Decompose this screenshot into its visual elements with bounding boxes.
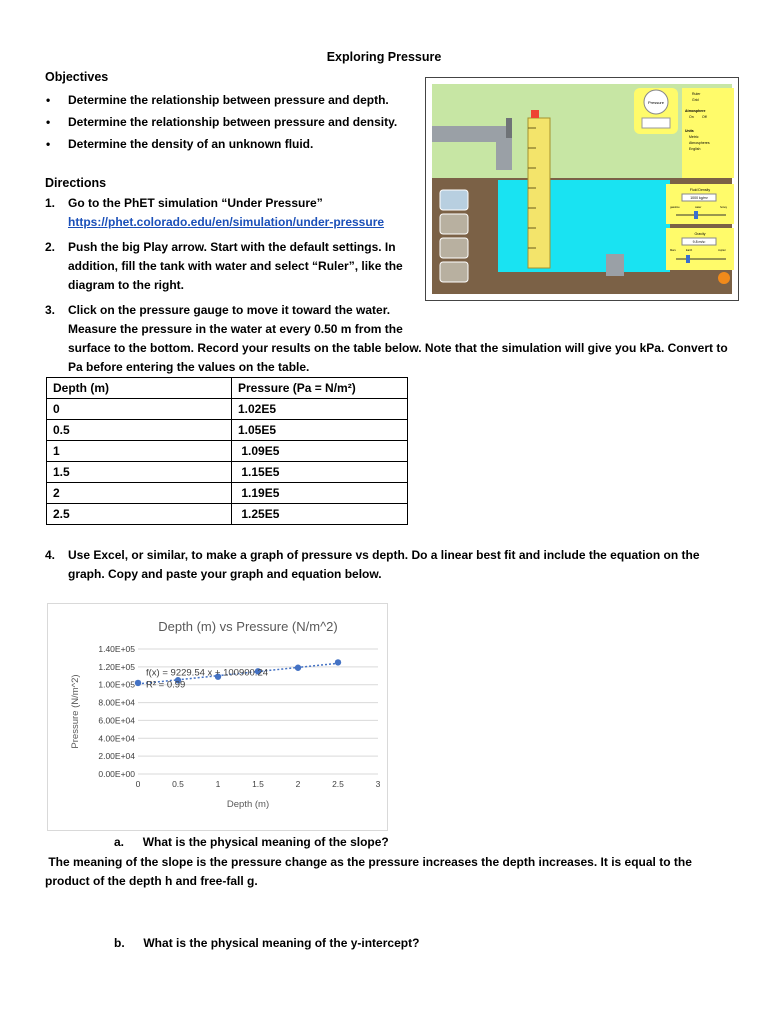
y-tick-label: 1.20E+05	[98, 661, 135, 672]
depth-cell: 1.5	[47, 462, 232, 483]
gravity-slider-thumb	[686, 255, 690, 263]
atm-off-label: Off	[702, 115, 707, 119]
step-2-line: addition, fill the tank with water and select “Ruler”, like the	[68, 259, 403, 273]
step-number: 1.	[45, 196, 56, 210]
objective-item	[46, 93, 389, 107]
step-number: 3.	[45, 303, 56, 317]
density-slider-thumb	[694, 211, 698, 219]
density-tick: honey	[720, 206, 728, 209]
depth-cell: 2.5	[47, 504, 232, 525]
step-3-line: surface to the bottom. Record your results on the table below. Note that the simulation will give you kPa. Convert to	[68, 341, 728, 355]
x-tick-label: 2	[295, 779, 301, 789]
step-number: 2.	[45, 240, 56, 254]
step-number: 4.	[45, 548, 56, 562]
x-axis-label: Depth (m)	[226, 799, 270, 810]
question-label: a.	[114, 835, 125, 849]
step-2-line: diagram to the right.	[68, 278, 185, 292]
question-text: What is the physical meaning of the y-intercept?	[143, 936, 420, 950]
table-row	[47, 399, 408, 420]
answer-a	[45, 853, 692, 891]
gravity-tick: Earth	[686, 249, 693, 252]
bullet-icon: •	[46, 115, 51, 129]
depth-cell: 0.5	[47, 420, 232, 441]
question-b	[114, 936, 419, 950]
answer-line: The meaning of the slope is the pressure change as the pressure increases the depth increases. It is equal to the	[45, 855, 692, 869]
table-row	[47, 504, 408, 525]
simulation-illustration	[426, 78, 738, 300]
step-2	[45, 238, 403, 295]
step-2-line: Push the big Play arrow. Start with the default settings. In	[68, 240, 396, 254]
question-label: b.	[114, 936, 125, 950]
data-point	[135, 680, 141, 686]
question-text: What is the physical meaning of the slope?	[142, 835, 389, 849]
close-icon	[531, 110, 539, 118]
step-3-line: Click on the pressure gauge to move it toward the water.	[68, 303, 391, 317]
depth-cell: 0	[47, 399, 232, 420]
pressure-cell: 1.05E5	[232, 420, 408, 441]
pressure-cell: 1.19E5	[232, 483, 408, 504]
y-tick-label: 1.40E+05	[98, 644, 135, 654]
y-tick-label: 2.00E+04	[98, 751, 135, 762]
objectives-heading: Objectives	[45, 70, 109, 84]
bullet-icon: •	[46, 93, 51, 107]
atmosphere-label: Atmosphere	[685, 109, 706, 113]
pressure-cell: 1.09E5	[232, 441, 408, 462]
directions-heading: Directions	[45, 176, 107, 190]
table-row	[47, 462, 408, 483]
question-a	[114, 835, 389, 849]
y-tick-label: 1.00E+05	[98, 679, 135, 690]
r-squared-label: R² = 0.99	[146, 679, 186, 691]
step-4	[45, 546, 700, 584]
fluid-density-value: 1000 kg/m³	[690, 196, 708, 200]
page-title: Exploring Pressure	[326, 50, 442, 64]
x-tick-label: 3	[375, 779, 381, 789]
objective-item	[46, 137, 314, 151]
y-axis-label: Pressure (N/m^2)	[70, 674, 81, 749]
results-table	[46, 377, 408, 525]
scene-1-icon	[440, 190, 468, 210]
objective-text: Determine the relationship between pressure and depth.	[68, 93, 389, 107]
x-tick-label: 1.5	[252, 779, 264, 789]
objective-item	[46, 115, 398, 129]
table-row	[47, 483, 408, 504]
table-row	[47, 420, 408, 441]
simulation-screenshot	[425, 77, 739, 301]
reset-icon	[718, 272, 730, 284]
pressure-cell: 1.02E5	[232, 399, 408, 420]
y-tick-label: 0.00E+00	[98, 769, 135, 779]
unit-atmospheres-label: Atmospheres	[689, 141, 710, 145]
atm-on-label: On	[689, 115, 694, 119]
depth-cell: 2	[47, 483, 232, 504]
fluid-density-label: Fluid Density	[689, 188, 711, 192]
gravity-value: 9.8 m/s²	[692, 240, 706, 244]
table-header-row	[47, 378, 408, 399]
gravity-tick: Mars	[670, 249, 676, 252]
unit-english-label: English	[689, 147, 701, 151]
phet-link[interactable]: https://phet.colorado.edu/en/simulation/under-pressure	[68, 215, 385, 229]
data-point	[335, 659, 341, 665]
scene-2-icon	[440, 214, 468, 234]
unit-metric-label: Metric	[689, 135, 699, 139]
objective-text: Determine the density of an unknown fluid.	[68, 137, 314, 151]
trendline-equation: f(x) = 9229.54 x + 100900.24	[146, 667, 269, 679]
chart-svg	[48, 604, 387, 830]
water-tank	[498, 180, 670, 272]
answer-line: product of the depth h and free-fall g.	[45, 874, 258, 888]
ruler-icon	[528, 118, 550, 268]
step-1	[45, 194, 385, 232]
step-3	[45, 301, 728, 377]
chart-title: Depth (m) vs Pressure (N/m^2)	[158, 619, 338, 634]
gravity-label: Gravity	[694, 232, 706, 236]
units-label: Units	[685, 129, 694, 133]
data-point	[295, 665, 301, 671]
pressure-depth-chart	[47, 603, 388, 831]
grid-checkbox-label: Grid	[692, 98, 699, 102]
scene-4-icon	[440, 262, 468, 282]
table-header: Depth (m)	[47, 378, 232, 399]
x-tick-label: 0.5	[172, 779, 184, 789]
scene-3-icon	[440, 238, 468, 258]
faucet-handle	[506, 118, 512, 138]
ruler-checkbox-label: Ruler	[692, 92, 701, 96]
options-panel	[682, 88, 734, 178]
x-tick-label: 0	[135, 779, 141, 789]
bullet-icon: •	[46, 137, 51, 151]
y-tick-label: 4.00E+04	[98, 733, 135, 744]
x-tick-label: 1	[215, 779, 221, 789]
pressure-cell: 1.25E5	[232, 504, 408, 525]
gauge-label: Pressure	[647, 100, 665, 105]
x-tick-label: 2.5	[332, 779, 344, 789]
step-3-line: Measure the pressure in the water at every 0.50 m from the	[68, 322, 403, 336]
step-4-line: Use Excel, or similar, to make a graph of pressure vs depth. Do a linear best fit and include the equation on the	[68, 548, 700, 562]
step-4-line: graph. Copy and paste your graph and equation below.	[68, 567, 382, 581]
table-row	[47, 441, 408, 462]
objective-text: Determine the relationship between pressure and density.	[68, 115, 398, 129]
pressure-cell: 1.15E5	[232, 462, 408, 483]
table-header: Pressure (Pa = N/m²)	[232, 378, 408, 399]
density-tick: gasoline	[670, 206, 680, 209]
y-tick-label: 8.00E+04	[98, 697, 135, 708]
gravity-tick: Jupiter	[718, 249, 726, 252]
step-3-line: Pa before entering the values on the table.	[68, 360, 310, 374]
depth-cell: 1	[47, 441, 232, 462]
step-1-text: Go to the PhET simulation “Under Pressure”	[68, 196, 323, 210]
density-tick: water	[695, 206, 702, 209]
y-tick-label: 6.00E+04	[98, 715, 135, 726]
